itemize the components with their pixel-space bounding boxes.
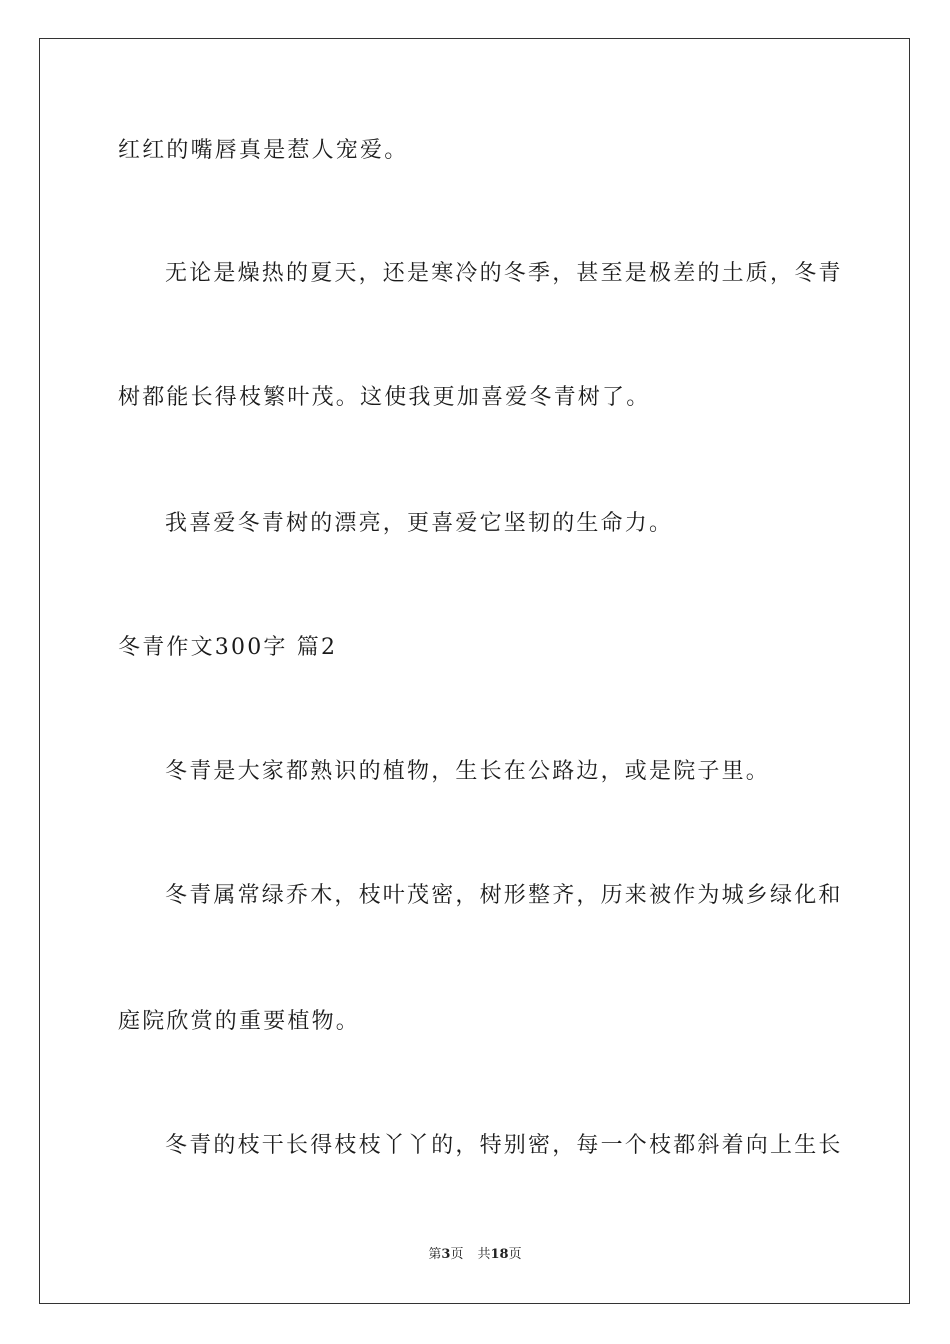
total-prefix: 共 bbox=[477, 1247, 491, 1262]
text-line-2: 无论是燥热的夏天，还是寒冷的冬季，甚至是极差的土质，冬青 bbox=[165, 261, 843, 286]
text-line-4: 我喜爱冬青树的漂亮，更喜爱它坚韧的生命力。 bbox=[165, 511, 674, 536]
page-prefix: 第 bbox=[428, 1247, 442, 1262]
page-suffix: 页 bbox=[450, 1247, 464, 1262]
page-number: 3 bbox=[441, 1247, 451, 1262]
section-heading: 冬青作文300字 篇2 bbox=[118, 635, 338, 660]
text-line-3: 树都能长得枝繁叶茂。这使我更加喜爱冬青树了。 bbox=[118, 385, 651, 410]
text-line-7: 庭院欣赏的重要植物。 bbox=[118, 1009, 361, 1034]
text-line-5: 冬青是大家都熟识的植物，生长在公路边，或是院子里。 bbox=[165, 759, 771, 784]
total-pages: 18 bbox=[490, 1247, 509, 1262]
text-line-6: 冬青属常绿乔木，枝叶茂密，树形整齐，历来被作为城乡绿化和 bbox=[165, 883, 843, 908]
page-border bbox=[39, 38, 910, 1304]
total-suffix: 页 bbox=[508, 1247, 522, 1262]
text-line-8: 冬青的枝干长得枝枝丫丫的，特别密，每一个枝都斜着向上生长 bbox=[165, 1133, 843, 1158]
page-footer bbox=[0, 1246, 950, 1264]
text-line-1: 红红的嘴唇真是惹人宠爱。 bbox=[118, 138, 409, 163]
